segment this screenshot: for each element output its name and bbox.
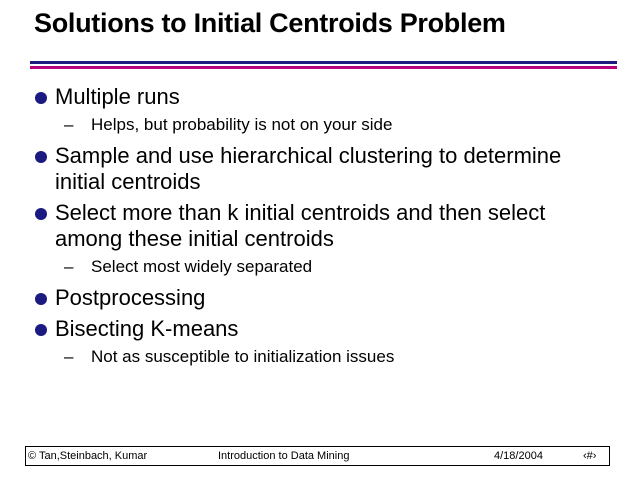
bullet-dot-icon bbox=[35, 151, 47, 163]
bullet-item bbox=[34, 143, 594, 195]
slide-footer bbox=[25, 446, 610, 466]
bullet-item bbox=[34, 316, 594, 342]
slide-title: Solutions to Initial Centroids Problem bbox=[34, 8, 506, 38]
bullet-item bbox=[34, 200, 594, 252]
footer-course-title: Introduction to Data Mining bbox=[218, 450, 350, 462]
bullet-dot-icon bbox=[35, 324, 47, 336]
sub-bullet-item bbox=[34, 347, 594, 367]
bullet-dot-icon bbox=[35, 208, 47, 220]
footer-date: 4/18/2004 bbox=[494, 450, 543, 462]
dash-icon: – bbox=[64, 115, 74, 134]
dash-icon: – bbox=[64, 347, 74, 366]
bullet-item bbox=[34, 84, 594, 110]
dash-icon: – bbox=[64, 257, 74, 276]
bullet-text: Select more than k initial centroids and then select among these initial centroids bbox=[55, 200, 546, 251]
bullet-text: Sample and use hierarchical clustering to determine initial centroids bbox=[55, 143, 562, 194]
sub-bullet-item bbox=[34, 115, 594, 135]
title-rule-magenta bbox=[30, 66, 617, 69]
bullet-dot-icon bbox=[35, 92, 47, 104]
bullet-text: Multiple runs bbox=[55, 84, 180, 109]
title-rule-dark bbox=[30, 61, 617, 64]
bullet-text: Postprocessing bbox=[55, 285, 206, 310]
sub-bullet-text: Helps, but probability is not on your side bbox=[91, 115, 393, 134]
bullet-item bbox=[34, 285, 594, 311]
footer-copyright: © Tan,Steinbach, Kumar bbox=[28, 450, 148, 462]
sub-bullet-text: Select most widely separated bbox=[91, 257, 313, 276]
bullet-list bbox=[34, 84, 594, 375]
bullet-dot-icon bbox=[35, 293, 47, 305]
sub-bullet-item bbox=[34, 257, 594, 277]
footer-page-number: ‹#› bbox=[583, 450, 597, 462]
bullet-text: Bisecting K-means bbox=[55, 316, 239, 341]
sub-bullet-text: Not as susceptible to initialization issues bbox=[91, 347, 395, 366]
